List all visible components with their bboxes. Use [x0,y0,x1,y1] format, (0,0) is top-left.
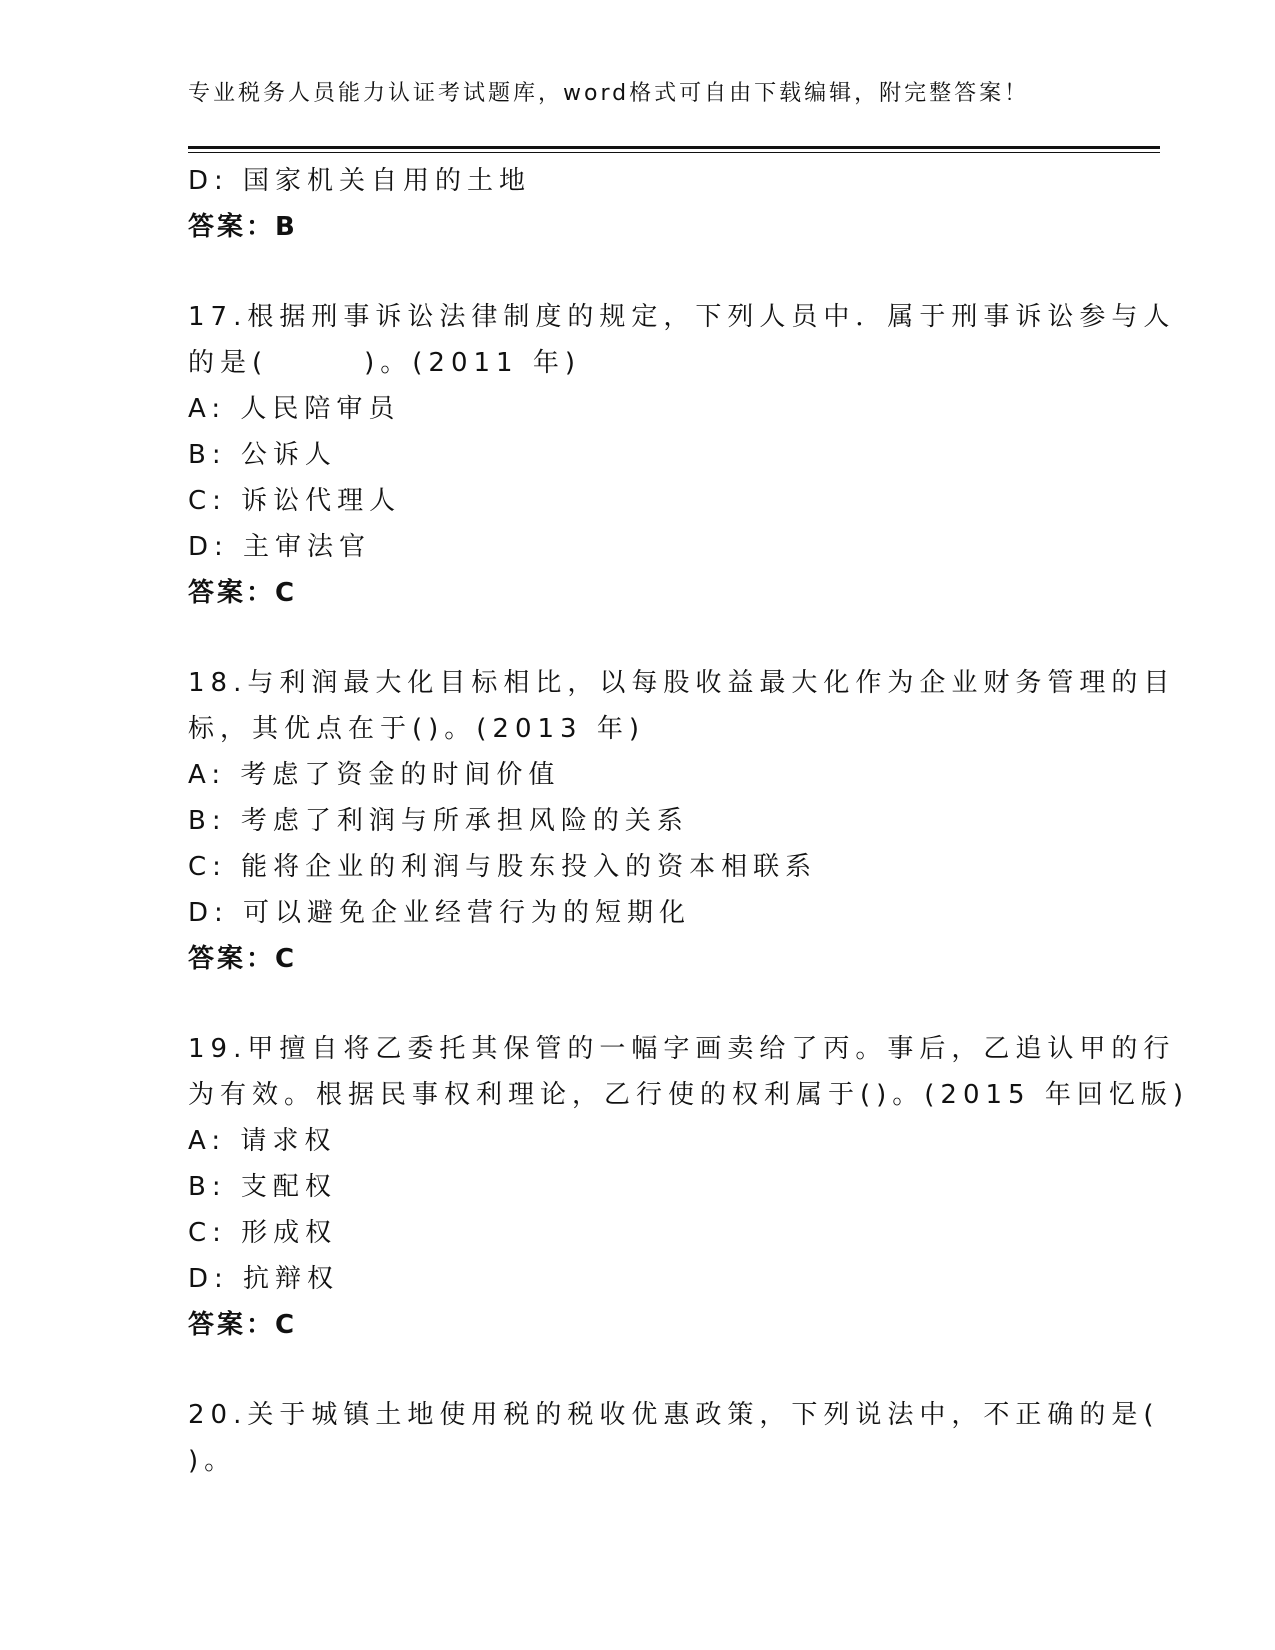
question-18-option-b: B: 考虑了利润与所承担风险的关系 [188,806,689,836]
answer-line: 答案：B [188,212,298,242]
question-18-option-c: C: 能将企业的利润与股东投入的资本相联系 [188,852,818,882]
spacer [188,1348,1088,1392]
header-rule-thin [188,152,1160,153]
question-19-option-a: A: 请求权 [188,1126,337,1156]
spacer [188,616,1088,660]
question-19-option-b: B: 支配权 [188,1172,337,1202]
header-rule-thick [188,146,1160,149]
spacer [188,250,1088,294]
question-17-stem-cont: 的是( )。(2011 年) [188,348,582,378]
question-18-option-d: D: 可以避免企业经营行为的短期化 [188,898,692,928]
question-17-answer: 答案：C [188,578,298,608]
question-19-stem-cont: 为有效。根据民事权利理论，乙行使的权利属于()。(2015 年回忆版) [188,1080,1190,1110]
question-18-option-a: A: 考虑了资金的时间价值 [188,760,561,790]
page-header: 专业税务人员能力认证考试题库，word格式可自由下载编辑，附完整答案！ [188,81,1030,106]
question-17-option-c: C: 诉讼代理人 [188,486,402,516]
question-content [188,158,1190,1484]
question-19-stem: 19.甲擅自将乙委托其保管的一幅字画卖给了丙。事后，乙追认甲的行 [188,1034,1176,1064]
option-d-line: D: 国家机关自用的土地 [188,166,532,196]
question-17-option-d: D: 主审法官 [188,532,372,562]
question-18-stem: 18.与利润最大化目标相比，以每股收益最大化作为企业财务管理的目 [188,668,1176,698]
question-17-option-a: A: 人民陪审员 [188,394,401,424]
question-20-stem: 20.关于城镇土地使用税的税收优惠政策，下列说法中，不正确的是( [188,1400,1160,1430]
question-19-option-c: C: 形成权 [188,1218,338,1248]
question-17-stem: 17.根据刑事诉讼法律制度的规定，下列人员中．属于刑事诉讼参与人 [188,302,1176,332]
question-18-answer: 答案：C [188,944,298,974]
question-19-answer: 答案：C [188,1310,298,1340]
question-17-option-b: B: 公诉人 [188,440,337,470]
question-18-stem-cont: 标，其优点在于()。(2013 年) [188,714,646,744]
question-20-stem-cont: )。 [188,1446,237,1476]
question-19-option-d: D: 抗辩权 [188,1264,340,1294]
spacer [188,982,1088,1026]
